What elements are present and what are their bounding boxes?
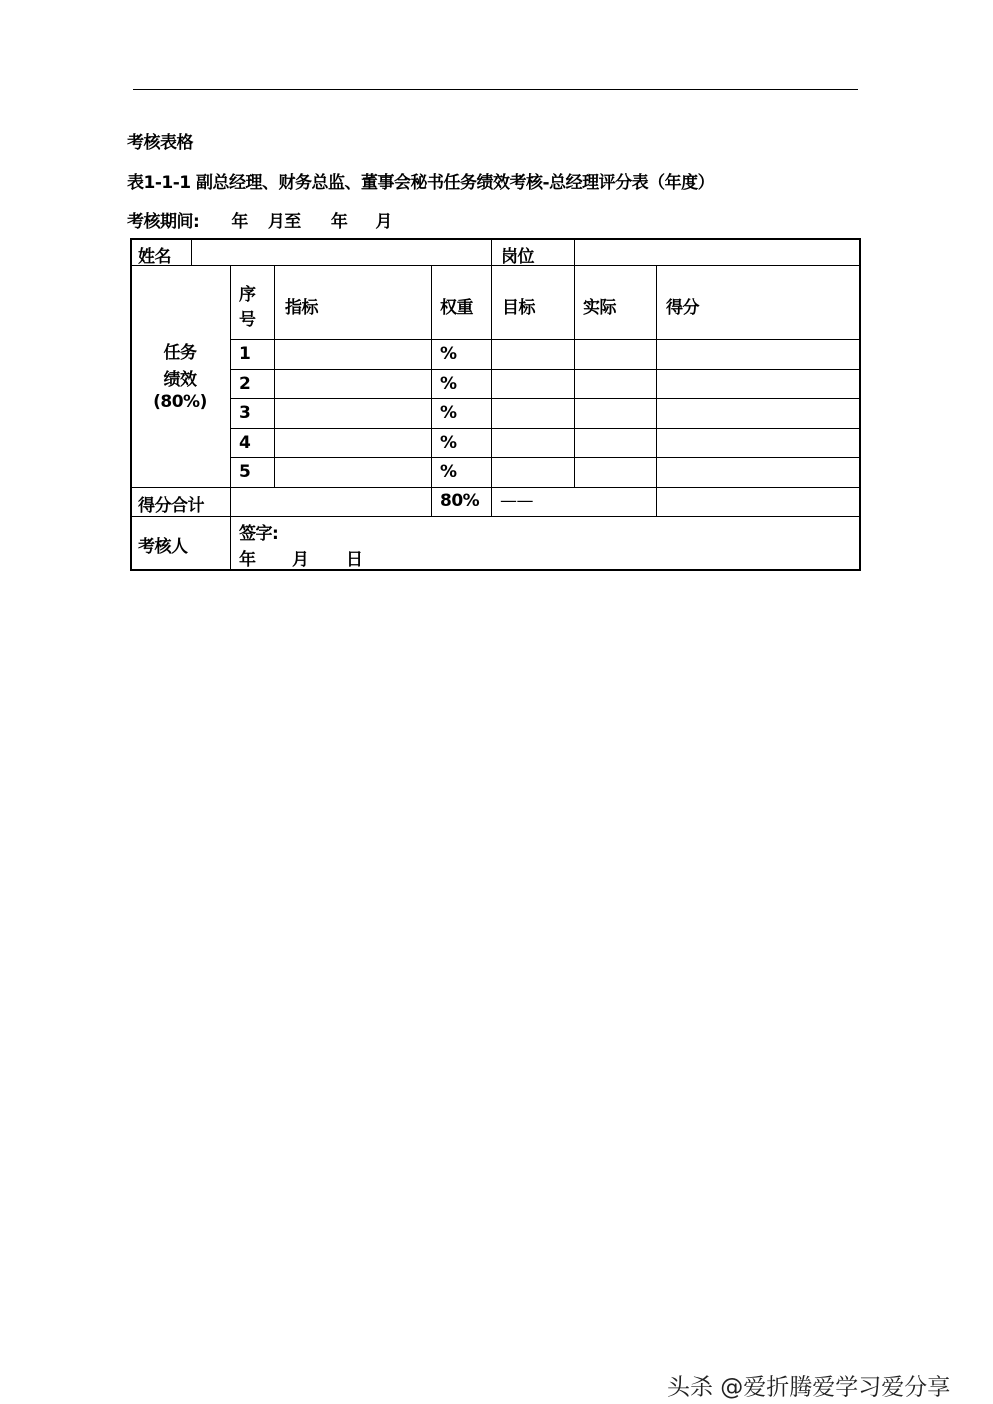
group-label-line-3: (80%) xyxy=(153,392,207,412)
col-seq-line-1: 序 xyxy=(239,285,256,305)
row-5-seq: 5 xyxy=(239,462,251,482)
grid-line xyxy=(230,339,861,340)
grid-line xyxy=(491,238,492,516)
row-3-weight: % xyxy=(440,403,457,423)
col-score: 得分 xyxy=(666,298,699,318)
col-seq-line-2: 号 xyxy=(239,310,256,330)
col-weight: 权重 xyxy=(440,298,473,318)
row-4-seq: 4 xyxy=(239,433,251,453)
assessor-label: 考核人 xyxy=(138,537,188,557)
table-title: 表1-1-1 副总经理、财务总监、董事会秘书任务绩效考核-总经理评分表（年度） xyxy=(127,173,715,193)
row-2-seq: 2 xyxy=(239,374,251,394)
grid-line xyxy=(431,265,432,516)
evaluation-table xyxy=(130,238,861,571)
grid-line xyxy=(230,265,231,571)
group-label-line-1: 任务 xyxy=(163,343,197,363)
grid-line xyxy=(130,487,861,488)
grid-line xyxy=(130,265,861,266)
col-indicator: 指标 xyxy=(285,298,318,318)
group-label-line-2: 绩效 xyxy=(163,370,197,390)
name-label: 姓名 xyxy=(138,247,171,267)
grid-line xyxy=(230,369,861,370)
period-year-1: 年 xyxy=(231,212,248,232)
total-label: 得分合计 xyxy=(138,496,204,516)
grid-line xyxy=(574,238,575,487)
section-heading: 考核表格 xyxy=(127,133,193,153)
period-month-2: 月 xyxy=(375,212,392,232)
grid-line xyxy=(191,238,192,265)
row-3-seq: 3 xyxy=(239,403,251,423)
row-4-weight: % xyxy=(440,433,457,453)
position-label: 岗位 xyxy=(501,247,534,267)
date-year: 年 xyxy=(239,550,256,570)
period-year-2: 年 xyxy=(330,212,348,232)
grid-line xyxy=(274,265,275,487)
signature-label: 签字: xyxy=(239,524,279,544)
period-label: 考核期间: xyxy=(127,212,200,232)
col-actual: 实际 xyxy=(583,298,616,318)
row-1-weight: % xyxy=(440,344,457,364)
grid-line xyxy=(230,428,861,429)
header-rule xyxy=(133,89,858,90)
date-day: 日 xyxy=(346,550,363,570)
watermark: 头杀 @爱折腾爱学习爱分享 xyxy=(667,1374,951,1401)
total-weight: 80% xyxy=(440,491,480,511)
grid-line xyxy=(656,265,657,516)
total-target: —— xyxy=(500,491,533,511)
grid-line xyxy=(230,457,861,458)
row-2-weight: % xyxy=(440,374,457,394)
row-5-weight: % xyxy=(440,462,457,482)
grid-line xyxy=(130,516,861,517)
col-target: 目标 xyxy=(502,298,535,318)
period-month-to: 月至 xyxy=(267,212,301,232)
date-month: 月 xyxy=(292,550,309,570)
grid-line xyxy=(230,398,861,399)
assessment-period xyxy=(127,207,392,232)
row-1-seq: 1 xyxy=(239,344,251,364)
